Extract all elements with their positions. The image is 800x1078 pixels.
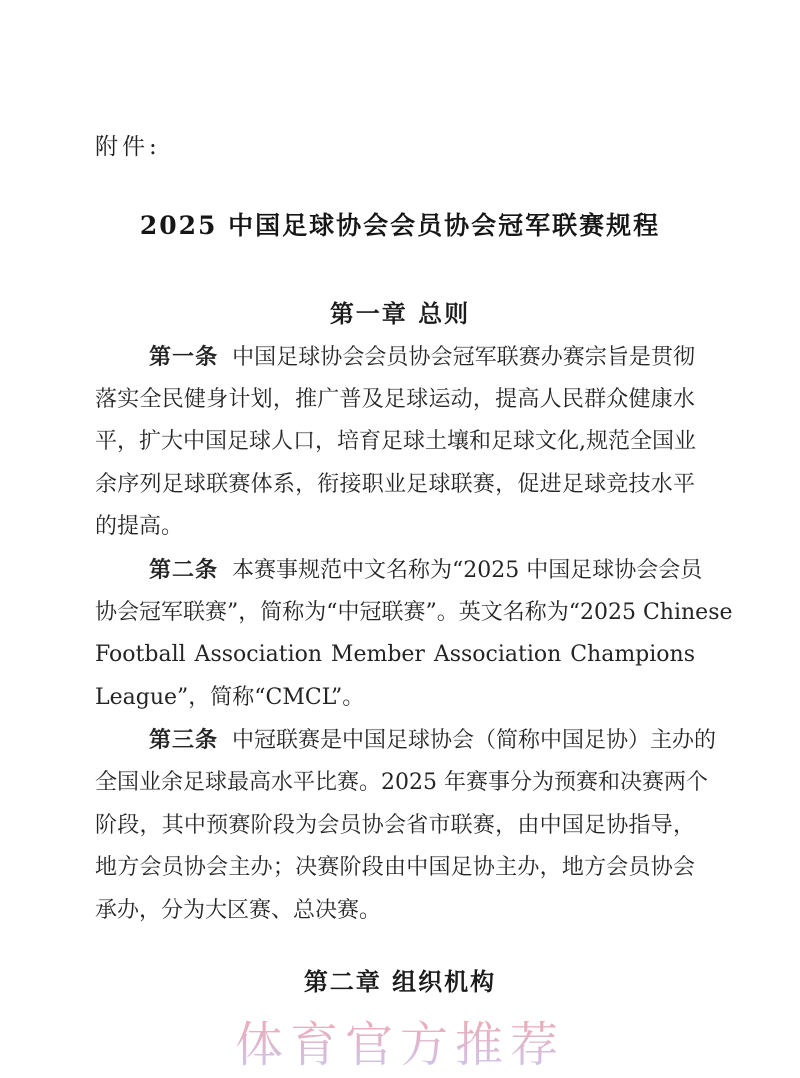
watermark-text: 体育官方推荐 [0, 1006, 800, 1075]
line-text: 全国业余足球最高水平比赛。2025 年赛事分为预赛和决赛两个 [95, 769, 708, 795]
body-line-article-3 [95, 719, 717, 762]
line-text: 阶段，其中预赛阶段为会员协会省市联赛，由中国足协指导， [95, 812, 695, 838]
body-line [95, 421, 695, 464]
article-1-number: 第一条 [149, 344, 219, 370]
body-line [95, 634, 695, 677]
line-text: 中国足球协会会员协会冠军联赛办赛宗旨是贯彻 [232, 345, 695, 370]
body-line [95, 506, 695, 549]
line-text: 地方会员协会主办；决赛阶段由中国足协主办，地方会员协会 [95, 855, 695, 881]
line-text: 平，扩大中国足球人口，培育足球土壤和足球文化,规范全国业 [95, 429, 696, 455]
document-body [95, 336, 733, 932]
line-text: 承办，分为大区赛、总决赛。 [95, 897, 382, 923]
line-text: 余序列足球联赛体系，衔接职业足球联赛，促进足球竞技水平 [95, 471, 695, 497]
line-text: Football Association Member Association Champions [95, 642, 695, 668]
chapter-2-heading: 第二章 组织机构 [303, 968, 497, 996]
line-text: 中冠联赛是中国足球协会（简称中国足协）主办的 [232, 728, 717, 754]
body-line [95, 379, 695, 422]
body-line [95, 677, 695, 720]
page-title: 2025 中国足球协会会员协会冠军联赛规程 [139, 211, 661, 240]
body-line-article-1 [95, 336, 695, 379]
body-line [95, 805, 695, 848]
line-text: 协会冠军联赛”，简称为“中冠联赛”。英文名称为“2025 Chinese [95, 599, 733, 625]
line-text: 本赛事规范中文名称为“2025 中国足球协会会员 [232, 557, 703, 583]
body-line [95, 890, 695, 933]
body-line [95, 847, 695, 890]
body-line [95, 464, 695, 507]
line-text: League”，简称“CMCL”。 [95, 684, 365, 710]
line-text: 的提高。 [95, 514, 184, 540]
article-3-number: 第三条 [149, 727, 219, 754]
attachment-label: 附件: [95, 134, 161, 160]
article-2-number: 第二条 [149, 556, 219, 583]
line-text: 落实全民健身计划，推广普及足球运动，提高人民群众健康水 [95, 386, 695, 412]
chapter-1-heading: 第一章 总则 [329, 300, 471, 328]
body-line-article-2 [95, 549, 703, 592]
body-line [95, 762, 708, 805]
body-line [95, 592, 733, 635]
